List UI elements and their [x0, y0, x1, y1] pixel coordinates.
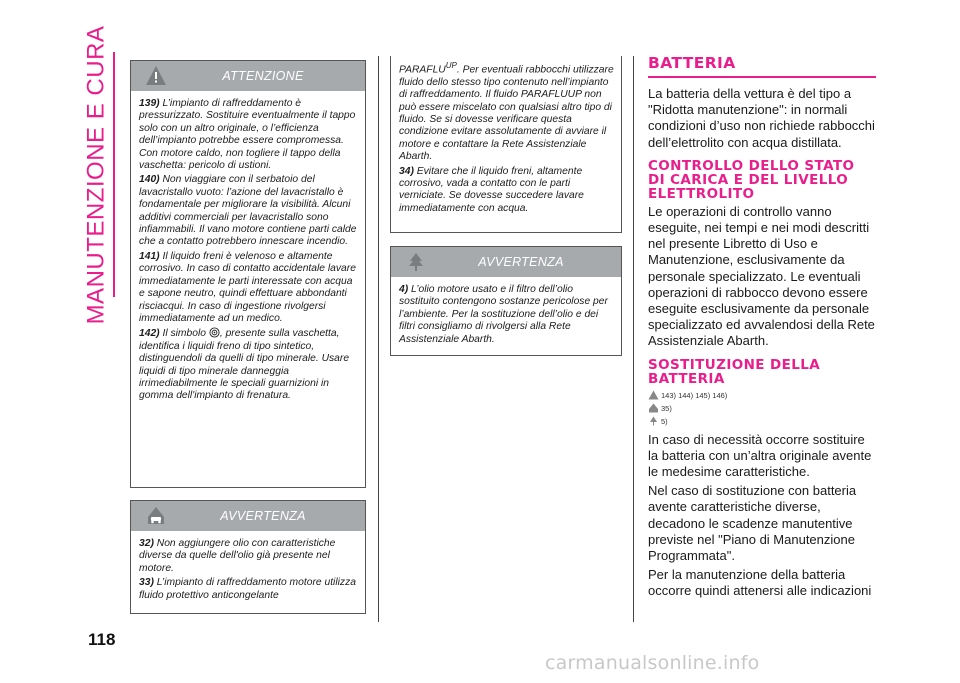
page-number: 118 [88, 630, 116, 649]
car-warning-small-icon [648, 403, 659, 413]
warning-small-icon [648, 390, 659, 400]
battery-intro: La batteria della vettura è del tipo a "Ridotta manutenzione": in normali condizioni d’uso non richiede rabbocchi dell’elettrolito con acqua distillata. [648, 86, 875, 150]
charge-check-text: Le operazioni di controllo vanno eseguite, nei tempi e nei modi descritti nel presente Libretto di Uso e Manutenzione, esclusivamente da personale specializzato. Le eventuali operazioni di rabbocco devono essere eseguite esclusivamente da personale specializzato ed avvalendosi della Rete Assistenziale Abarth. [648, 203, 875, 349]
notice-item-32: 32) Non aggiungere olio con caratteristiche diverse da quelle dell'olio già presente nel motore. [139, 538, 336, 574]
chapter-title-text: MANUTENZIONE E CURA [82, 25, 110, 325]
warning-item-139: 139) L’impianto di raffreddamento è pressurizzato. Sostituire eventualmente il tappo solo con un altro originale, o l’efficienza dell’impianto potrebbe essere compromessa. Con motore caldo, non togliere il tappo della vaschetta: pericolo di ustioni. [139, 98, 356, 172]
brake-fluid-symbol-icon [209, 327, 220, 338]
continuation-body [391, 56, 621, 223]
environment-small-icon [648, 416, 659, 426]
warning-item-142: 142) Il simbolo , presente sulla vaschetta, identifica i liquidi freno di tipo sintetico, distinguendoli da quelli di tipo minerale. Usare liquidi di tipo minerale danneggia irrimediabilmente le speciali guarnizioni in gomma dell'impianto di frenatura. [139, 328, 350, 402]
chapter-side-title [78, 25, 114, 325]
warning-item-141: 141) Il liquido freni è velenoso e altamente corrosivo. In caso di contatto accidentale lavare immediatamente le parti interessate con acqua e sapone neutro, quindi effettuare abbondanti risciacqui. In caso di ingestione rivolgersi immediatamente ad un medico. [139, 250, 356, 324]
notice-refs-2: 5) [648, 415, 876, 428]
environment-tree-icon [405, 251, 427, 273]
attenzione-body [131, 91, 365, 411]
attenzione-title: ATTENZIONE [222, 69, 304, 83]
avvertenza-title-1: AVVERTENZA [220, 509, 306, 523]
avvertenza-body-2 [391, 277, 621, 354]
notice-refs-1: 35) [648, 402, 876, 415]
continuation-text: $PARAFLU^{UP}$. Per eventuali rabbocchi utilizzare fluido dello stesso tipo contenuto nell’impianto di raffreddamento. Il fluido PARAFLUUP non può essere miscelato con qualsiasi altro tipo di fluido. Se si dovesse verificare questa condizione evitare assolutamente di avviare il motore e contattare la Rete Assistenziale Abarth. [399, 61, 614, 163]
avvertenza-body-1 [131, 531, 365, 610]
replacement-text-3: Per la manutenzione della batteria occorre quindi attenersi alle indicazioni [648, 567, 872, 599]
watermark-text: carmanualsonline.info [545, 652, 760, 674]
attenzione-header [131, 61, 365, 91]
notice-item-33: 33) L’impianto di raffreddamento motore utilizza fluido protettivo anticongelante [139, 577, 356, 601]
avvertenza-box-2 [390, 246, 622, 356]
column-divider-1 [378, 56, 379, 622]
battery-heading: BATTERIA [648, 56, 876, 78]
attenzione-box [130, 60, 366, 488]
avvertenza-box-1 [130, 500, 366, 614]
avvertenza-title-2: AVVERTENZA [478, 255, 564, 269]
car-warning-icon [145, 505, 167, 527]
notice-item-4: 4) L’olio motore usato e il filtro dell’olio sostituito contengono sostanze pericolose per l’ambiente. Per la sostituzione dell’olio e dei filtri consigliamo di rivolgersi alla Rete Assistenziale Abarth. [399, 284, 608, 345]
warning-item-140: 140) Non viaggiare con il serbatoio del lavacristallo vuoto: l’azione del lavacristallo è fondamentale per migliorare la visibilità. Alcuni additivi commerciali per lavacristallo sono infiammabili. Il vano motore contiene parti calde che a contatto potrebbero innescare incendio. [139, 174, 357, 248]
battery-section [648, 56, 876, 603]
warning-icon [145, 65, 167, 87]
replacement-text-1: In caso di necessità occorre sostituire la batteria con un’altra originale avente le medesime caratteristiche. [648, 431, 872, 480]
column-divider-2 [633, 56, 634, 622]
charge-check-heading: CONTROLLO DELLO STATO DI CARICA E DEL LIVELLO ELETTROLITO [648, 157, 855, 202]
notice-item-34: 34) Evitare che il liquido freni, altamente corrosivo, vada a contatto con le parti verniciate. Se dovesse succedere lavare immediatamente con acqua. [399, 165, 584, 214]
battery-replacement-heading: SOSTITUZIONE DELLA BATTERIA [648, 356, 821, 387]
replacement-text-2: Nel caso di sostituzione con batteria avente caratteristiche diverse, decadono le scadenze manutentive previste nel "Piano di Manutenzione Programmata". [648, 483, 857, 564]
warning-refs: 143) 144) 145) 146) [648, 389, 876, 402]
continuation-box [390, 56, 622, 233]
chapter-side-bar [113, 52, 115, 297]
avvertenza-header-2 [391, 247, 621, 277]
avvertenza-header-1 [131, 501, 365, 531]
